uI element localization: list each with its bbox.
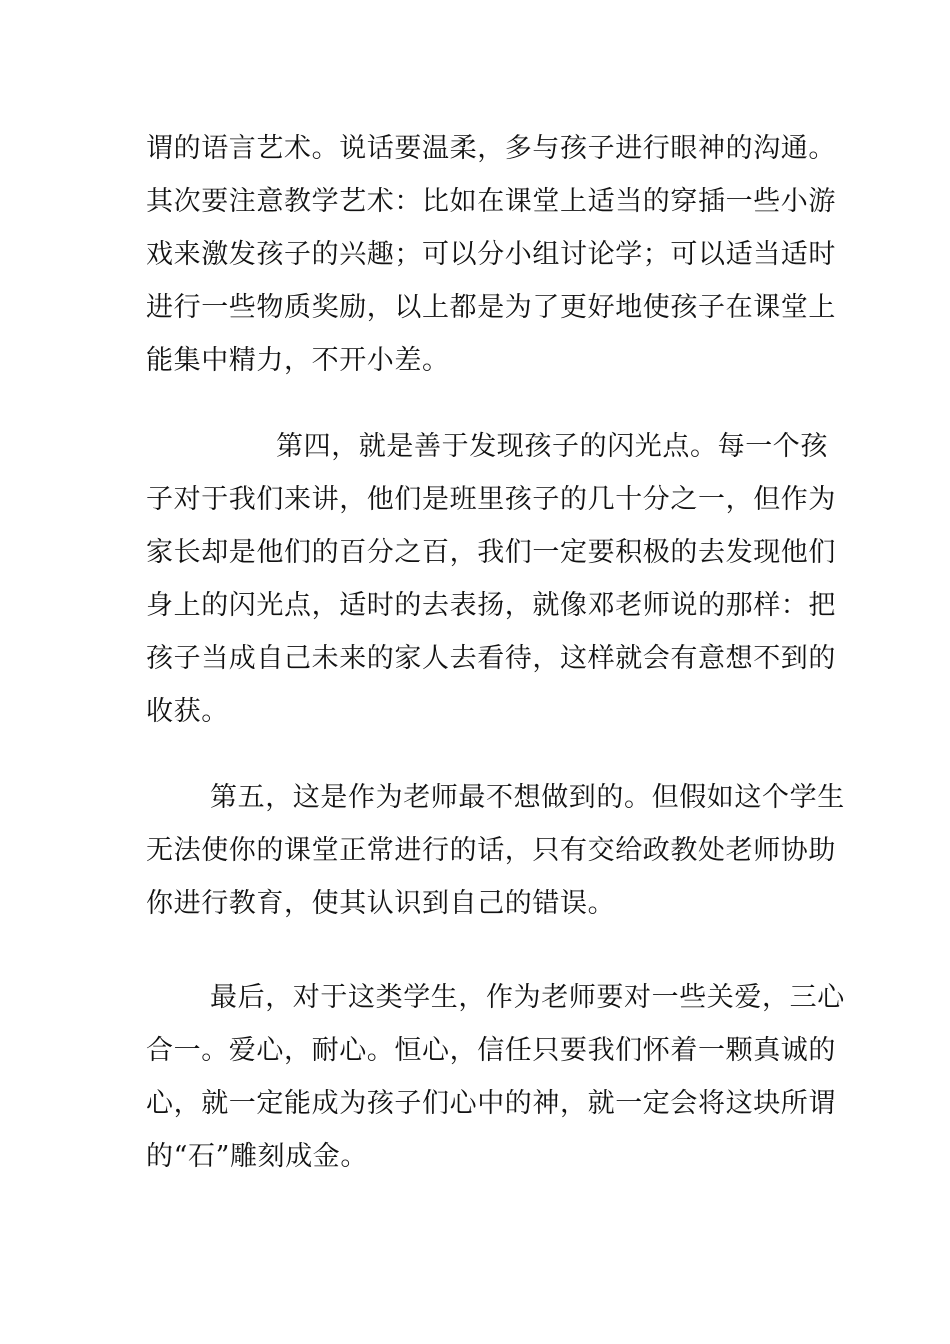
text-line: 第四，就是善于发现孩子的闪光点。每一个孩	[276, 431, 828, 462]
text-line: 你进行教育，使其认识到自己的错误。	[146, 888, 616, 919]
text-line: 子对于我们来讲，他们是班里孩子的几十分之一，但作为	[146, 484, 836, 515]
paragraph-fifth	[146, 771, 845, 930]
text-line: 其次要注意教学艺术：比如在课堂上适当的穿插一些小游	[146, 186, 836, 217]
paragraph-fourth	[146, 420, 836, 738]
text-line: 谓的语言艺术。说话要温柔，多与孩子进行眼神的沟通。	[146, 133, 836, 164]
text-line: 收获。	[146, 696, 229, 727]
text-line: 心，就一定能成为孩子们心中的神，就一定会将这块所谓	[146, 1088, 836, 1119]
paragraph-finally	[146, 971, 845, 1183]
paragraph-language-art	[146, 122, 836, 387]
text-line: 孩子当成自己未来的家人去看待，这样就会有意想不到的	[146, 643, 836, 674]
text-line: 合一。爱心，耐心。恒心，信任只要我们怀着一颗真诚的	[146, 1035, 836, 1066]
text-line: 第五，这是作为老师最不想做到的。但假如这个学生	[210, 782, 845, 813]
text-line: 的“石”雕刻成金。	[146, 1141, 369, 1172]
text-line: 最后，对于这类学生，作为老师要对一些关爱，三心	[210, 982, 845, 1013]
text-line: 进行一些物质奖励，以上都是为了更好地使孩子在课堂上	[146, 292, 836, 323]
text-line: 无法使你的课堂正常进行的话，只有交给政教处老师协助	[146, 835, 836, 866]
text-line: 戏来激发孩子的兴趣；可以分小组讨论学；可以适当适时	[146, 239, 836, 270]
text-line: 家长却是他们的百分之百，我们一定要积极的去发现他们	[146, 537, 836, 568]
text-line: 身上的闪光点，适时的去表扬，就像邓老师说的那样：把	[146, 590, 836, 621]
text-line: 能集中精力，不开小差。	[146, 345, 450, 376]
